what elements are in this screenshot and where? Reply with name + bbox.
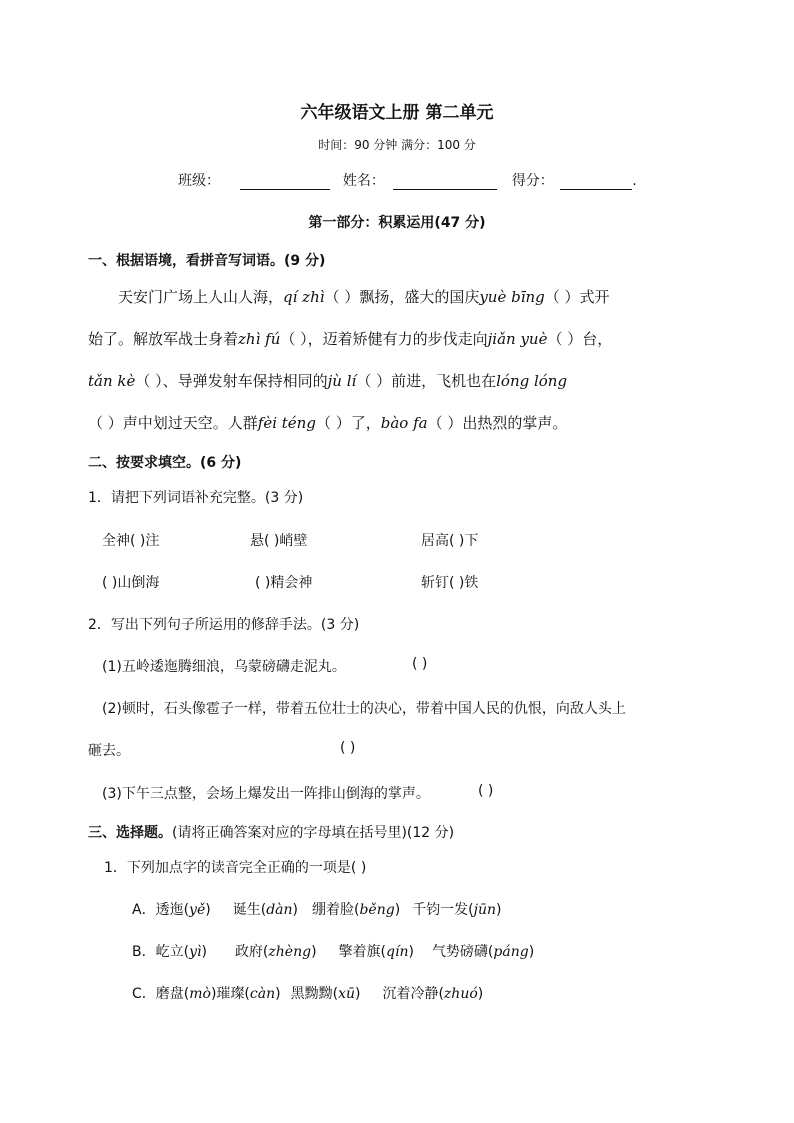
class-blank[interactable] [240,175,330,190]
rhetoric-sentence-2: (2)顿时，石头像雹子一样，带着五位壮士的决心，带着中国人民的仇恨，向敌人头上 [102,701,626,717]
fill-word[interactable]: 斩钉( )铁 [421,575,479,591]
section2-heading: 二、按要求填空。(6 分) [88,455,242,471]
option-b[interactable]: B．屹立(yì) 政府(zhèng) 擎着旗(qín) 气势磅礴(páng) [132,944,535,960]
class-label: 班级： [178,173,220,189]
score-blank[interactable] [560,175,632,190]
exam-time-score: 时间：90 分钟 满分：100 分 [318,138,476,152]
option-a[interactable]: A．透迤(yě) 诞生(dàn) 绷着脸(běng) 千钧一发(jūn) [132,902,502,918]
pinyin: yuè bīng [479,288,545,306]
score-label: 得分： [511,173,554,189]
pinyin: jù lí [327,372,357,390]
name-blank[interactable] [393,175,497,190]
section1-line3: tǎn kè（ ）、导弹发射车保持相同的jù lí（ ）前进，飞机也在lóng lóng [88,372,568,390]
rhetoric-sentence-3: (3)下午三点整，会场上爆发出一阵排山倒海的掌声。 [102,786,430,802]
section1-line2: 始了。解放军战士身着zhì fú（ ），迈着矫健有力的步伐走向jiǎn yuè（ ）台， [88,330,613,348]
section1-line4: （ ）声中划过天空。人群fèi téng（ ）了，bào fa（ ）出热烈的掌声。 [88,414,568,432]
answer-paren[interactable]: ( ) [478,783,494,799]
fill-word[interactable]: 全神( )注 [102,533,160,549]
end-mark: . [632,173,637,189]
section2-q1: 1．请把下列词语补充完整。(3 分) [88,490,304,506]
answer-paren[interactable]: ( ) [340,740,356,756]
fill-word[interactable]: ( )山倒海 [102,575,160,591]
fill-word[interactable]: ( )精会神 [255,575,313,591]
pinyin: jiǎn yuè [487,330,548,348]
section3-heading: 三、选择题。(请将正确答案对应的字母填在括号里)(12 分) [88,825,455,841]
pinyin: lóng lóng [496,372,568,390]
answer-paren[interactable]: ( ) [412,656,428,672]
section1-heading: 一、根据语境，看拼音写词语。(9 分) [88,253,326,269]
section2-q2: 2．写出下列句子所运用的修辞手法。(3 分) [88,617,360,633]
pinyin: bào fa [380,414,428,432]
option-c[interactable]: C．磨盘(mò)璀璨(càn) 黑黝黝(xū) 沉着冷静(zhuó) [132,986,484,1002]
pinyin: qí zhì [283,288,325,306]
section3-q1: 1．下列加点字的读音完全正确的一项是( ) [104,860,367,876]
rhetoric-sentence-1: (1)五岭逶迤腾细浪，乌蒙磅礴走泥丸。 [102,659,346,675]
student-info-line [178,170,637,190]
fill-word[interactable]: 悬( )峭壁 [250,533,308,549]
pinyin: fèi téng [257,414,316,432]
page-title: 六年级语文上册 第二单元 [300,103,494,123]
fill-word[interactable]: 居高( )下 [421,533,479,549]
rhetoric-sentence-2-cont: 砸去。 [88,743,130,759]
pinyin: zhì fú [238,330,281,348]
pinyin: tǎn kè [88,372,136,390]
part1-title: 第一部分：积累运用(47 分) [308,215,486,231]
section1-line1: 天安门广场上人山人海，qí zhì（ ）飘扬，盛大的国庆yuè bīng（ ）式开 [118,288,610,306]
name-label: 姓名： [342,173,385,189]
